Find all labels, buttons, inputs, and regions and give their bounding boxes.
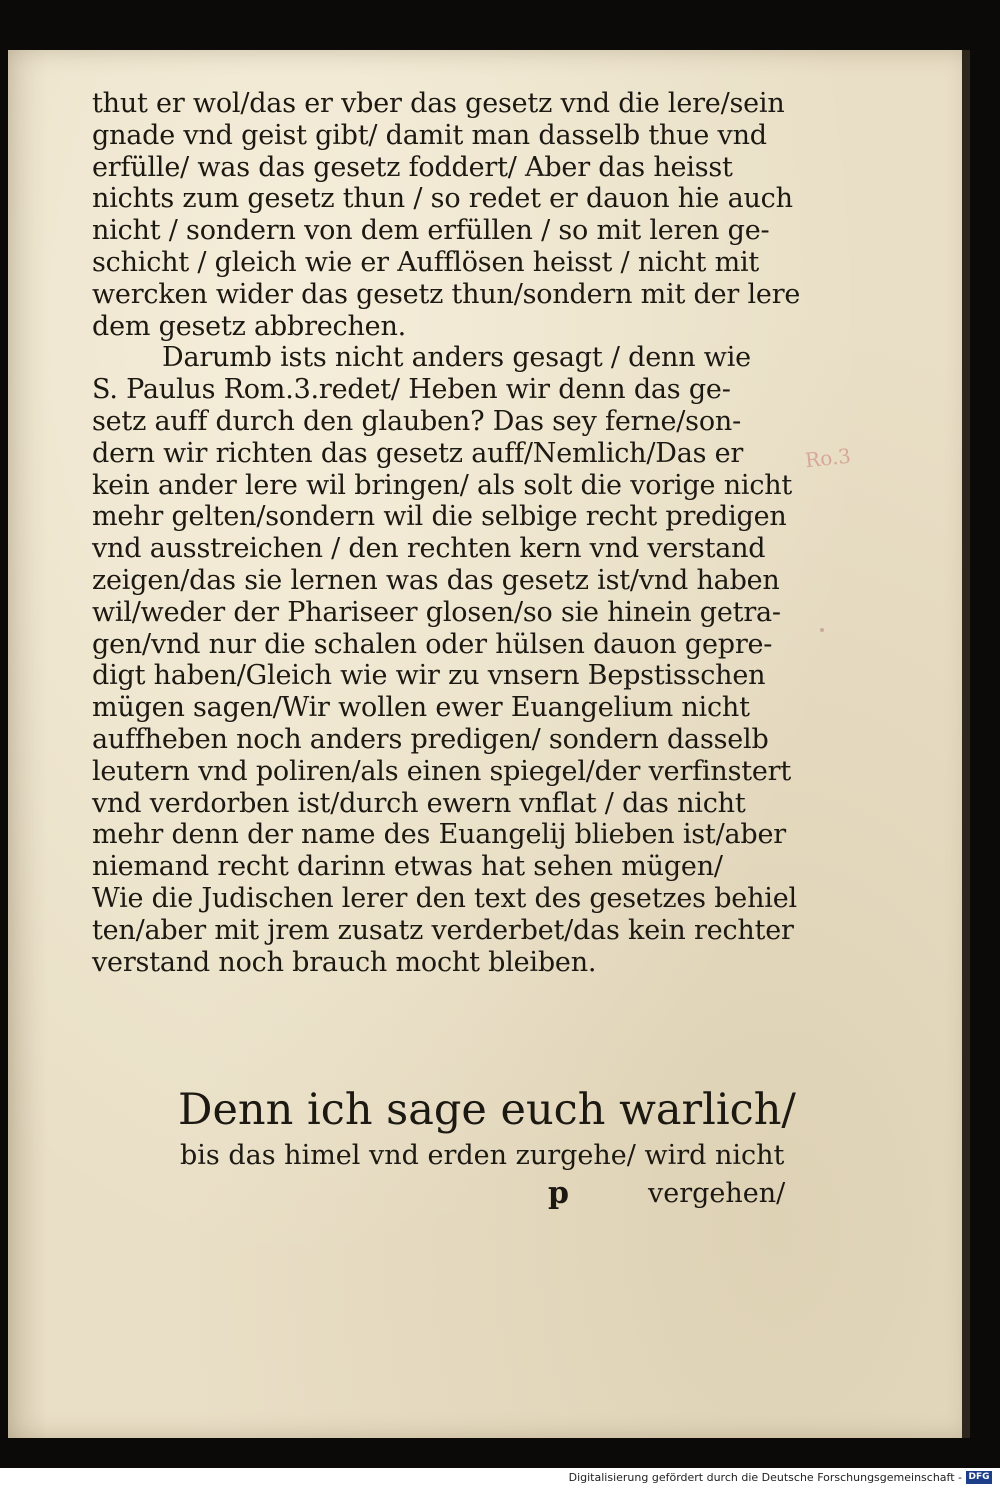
text-line: kein ander lere wil bringen/ als solt die vorige nicht (92, 469, 793, 501)
text-line: setz auff durch den glauben? Das sey ferne/son- (92, 405, 741, 437)
text-line: dem gesetz abbrechen. (92, 310, 407, 342)
text-line: leutern vnd poliren/als einen spiegel/der verfinstert (92, 755, 792, 787)
margin-annotation: Ro.3 (803, 443, 852, 473)
text-line: erfülle/ was das gesetz foddert/ Aber das heisst (92, 151, 733, 183)
text-line: dern wir richten das gesetz auff/Nemlich/Das er (92, 437, 744, 469)
dfg-logo-icon: DFG (966, 1471, 992, 1484)
text-line: vnd verdorben ist/durch ewern vnflat / das nicht (92, 787, 746, 819)
text-line: mügen sagen/Wir wollen ewer Euangelium nicht (92, 692, 750, 724)
text-line: mehr gelten/sondern wil die selbige recht predigen (92, 501, 787, 533)
text-line: S. Paulus Rom.3.redet/ Heben wir denn das ge- (92, 374, 731, 406)
text-line: zeigen/das sie lernen was das gesetz ist/vnd haben (92, 564, 780, 596)
text-line: gnade vnd geist gibt/ damit man dasselb thue vnd (92, 119, 767, 151)
text-line: mehr denn der name des Euangelij blieben ist/aber (92, 819, 786, 851)
text-line: niemand recht darinn etwas hat sehen mügen/ (92, 851, 723, 883)
text-line: wercken wider das gesetz thun/sondern mit der lere (92, 278, 801, 310)
text-line: nichts zum gesetz thun / so redet er dauon hie auch (92, 183, 793, 215)
verse-line: bis das himel vnd erden zurgehe/ wird nicht (180, 1140, 785, 1171)
verse-heading: Denn ich sage euch warlich/ (178, 1085, 796, 1135)
digitization-credit: Digitalisierung gefördert durch die Deutsche Forschungsgemeinschaft - (568, 1471, 962, 1484)
text-line: nicht / sondern von dem erfüllen / so mit leren ge- (92, 215, 770, 247)
text-line: Darumb ists nicht anders gesagt / denn wie (162, 342, 751, 374)
text-line: verstand noch brauch mocht bleiben. (92, 946, 597, 978)
body-text (92, 88, 804, 978)
text-line: gen/vnd nur die schalen oder hülsen dauon gepre- (92, 628, 773, 660)
text-line: ten/aber mit jrem zusatz verderbet/das kein rechter (92, 914, 794, 946)
text-line: wil/weder der Phariseer glosen/so sie hinein getra- (92, 596, 781, 628)
text-line: thut er wol/das er vber das gesetz vnd die lere/sein (92, 88, 785, 119)
text-line: auffheben noch anders predigen/ sondern dasselb (92, 723, 769, 755)
margin-mark (820, 628, 824, 632)
text-line: schicht / gleich wie er Aufflösen heisst / nicht mit (92, 246, 760, 278)
text-line: digt haben/Gleich wie wir zu vnsern Bepstisschen (92, 660, 766, 692)
page-edge (962, 50, 970, 1438)
catchword: vergehen/ (648, 1178, 786, 1209)
text-line: Wie die Judischen lerer den text des gesetzes behiel (92, 882, 797, 914)
text-line: vnd ausstreichen / den rechten kern vnd verstand (92, 533, 766, 565)
signature-mark: p (548, 1176, 569, 1211)
